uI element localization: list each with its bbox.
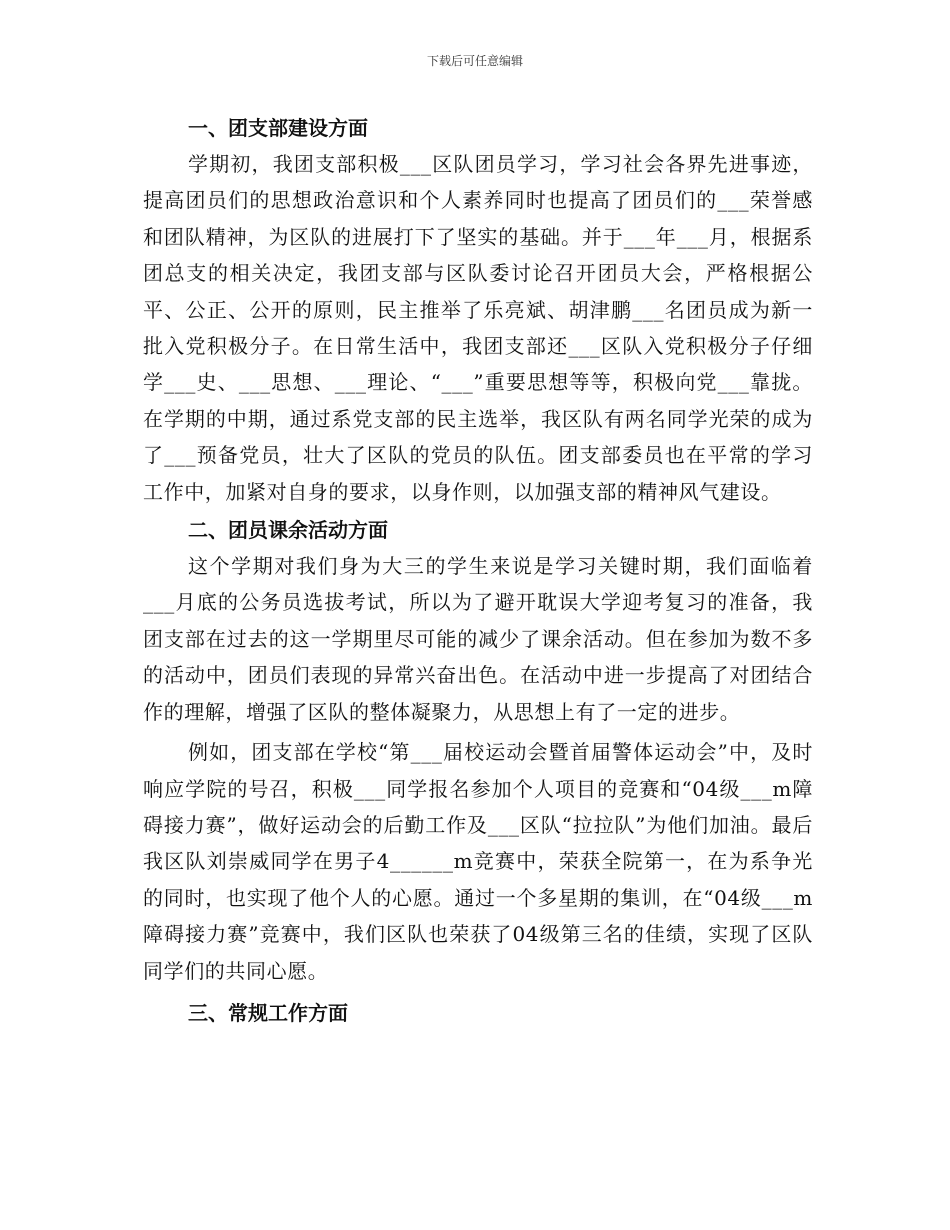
section-heading-2: 二、团员课余活动方面 xyxy=(188,518,388,543)
section-heading-3: 三、常规工作方面 xyxy=(188,1000,348,1025)
section-1-paragraph-1: 学期初，我团支部积极___区队团员学习，学习社会各界先进事迹，提高团员们的思想政治意识和个人素养同时也提高了团员们的___荣誉感和团队精神，为区队的进展打下了坚实的基础。并于___年___月，根据系团总支的相关决定，我团支部与区队委讨论召开团员大会，严格根据公平、公正、公开的原则，民主推举了乐亮斌、胡津鹏___名团员成为新一批入党积极分子。在日常生活中，我团支部还___区队入党积极分子仔细学___史、___思想、___理论、“___”重要思想等等，积极向党___靠拢。在学期的中期，通过系党支部的民主选举，我区队有两名同学光荣的成为了___预备党员，壮大了区队的党员的队伍。团支部委员也在平常的学习工作中，加紧对自身的要求，以身作则，以加强支部的精神风气建设。 xyxy=(143,152,813,504)
document-body xyxy=(143,110,813,1031)
page-header: 下载后可任意编辑 xyxy=(426,54,523,68)
section-2-paragraph-1: 这个学期对我们身为大三的学生来说是学习关键时期，我们面临着___月底的公务员选拔考试，所以为了避开耽误大学迎考复习的准备，我团支部在过去的这一学期里尽可能的减少了课余活动。但在参加为数不多的活动中，团员们表现的异常兴奋出色。在活动中进一步提高了对团结合作的理解，增强了区队的整体凝聚力，从思想上有了一定的进步。 xyxy=(143,554,813,724)
section-heading-1: 一、团支部建设方面 xyxy=(188,116,368,140)
section-2-paragraph-2: 例如，团支部在学校“第___届校运动会暨首届警体运动会”中，及时响应学院的号召，积极___同学报名参加个人项目的竞赛和“04级___m障碍接力赛”，做好运动会的后勤工作及___区队“拉拉队”为他们加油。最后我区队刘崇威同学在男子4______m竞赛中，荣获全院第一，在为系争光的同时，也实现了他个人的心愿。通过一个多星期的集训，在“04级___m障碍接力赛”竞赛中，我们区队也荣获了04级第三名的佳绩，实现了区队同学们的共同心愿。 xyxy=(143,740,813,983)
